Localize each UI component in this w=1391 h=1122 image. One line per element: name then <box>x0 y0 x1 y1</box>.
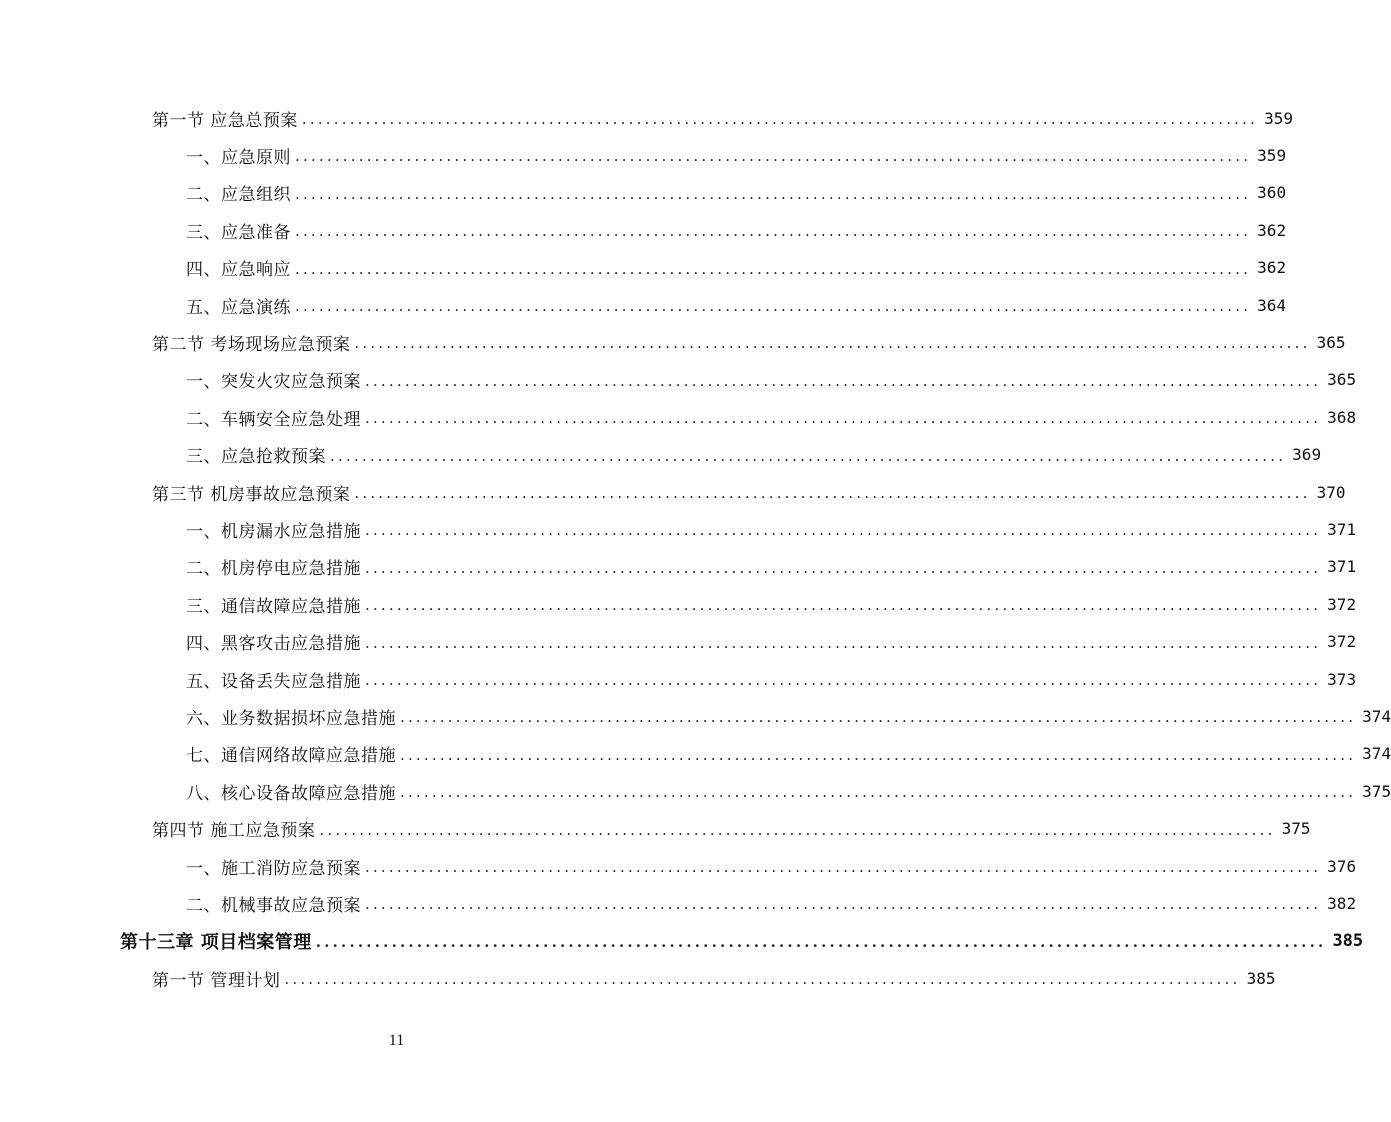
toc-entry-page: 375 <box>1362 781 1391 801</box>
toc-entry-label: 八、核心设备故障应急措施 <box>186 783 396 804</box>
toc-entry-item[interactable] <box>186 851 1357 881</box>
toc-leader-dots: ........................................................................................................................ <box>365 558 1322 577</box>
toc-entry-item[interactable] <box>186 215 1287 245</box>
toc-entry-label: 第一节 应急总预案 <box>152 110 298 131</box>
toc-entry-item[interactable] <box>186 440 1322 470</box>
toc-entry-page: 385 <box>1246 968 1276 988</box>
toc-entry-page: 360 <box>1257 183 1287 203</box>
toc-leader-dots: ........................................................................................................................ <box>365 633 1322 652</box>
toc-entry-item[interactable] <box>186 739 1391 769</box>
toc-leader-dots: ........................................................................................................................ <box>365 596 1322 615</box>
toc-entry-label: 四、黑客攻击应急措施 <box>186 634 361 655</box>
toc-leader-dots: ........................................................................................................................ <box>365 409 1322 428</box>
toc-leader-dots: ........................................................................................................................ <box>295 184 1252 203</box>
toc-entry-label: 五、设备丢失应急措施 <box>186 671 361 692</box>
toc-entry-item[interactable] <box>186 552 1357 582</box>
toc-entry-label: 一、施工消防应急预案 <box>186 858 361 879</box>
toc-entry-item[interactable] <box>186 888 1357 918</box>
toc-leader-dots: ........................................................................................................................ <box>295 297 1252 315</box>
toc-entry-page: 365 <box>1316 332 1346 352</box>
toc-leader-dots: ........................................................................................................................ <box>315 932 1327 951</box>
page-number: 11 <box>388 1032 405 1049</box>
toc-leader-dots: ........................................................................................................................ <box>301 110 1259 128</box>
toc-leader-dots: ........................................................................................................................ <box>400 745 1357 764</box>
toc-entry-page: 374 <box>1362 706 1391 726</box>
toc-entry-section[interactable] <box>152 963 1276 993</box>
toc-leader-dots: ........................................................................................................................ <box>365 371 1322 390</box>
toc-leader-dots: ........................................................................................................................ <box>295 259 1252 278</box>
toc-entry-page: 362 <box>1257 220 1287 240</box>
toc-entry-label: 六、业务数据损坏应急措施 <box>186 708 396 729</box>
toc-entry-section[interactable] <box>152 327 1346 357</box>
toc-entry-page: 371 <box>1327 519 1357 539</box>
toc-leader-dots: ........................................................................................................................ <box>354 484 1311 502</box>
toc-entry-item[interactable] <box>186 627 1357 657</box>
toc-entry-item[interactable] <box>186 253 1287 283</box>
toc-entry-section[interactable] <box>152 814 1311 844</box>
toc-leader-dots: ........................................................................................................................ <box>365 671 1322 689</box>
toc-entry-page: 369 <box>1292 445 1322 465</box>
toc-entry-label: 一、突发火灾应急预案 <box>186 372 361 393</box>
toc-entry-label: 一、应急原则 <box>186 147 291 168</box>
toc-entry-label: 二、机械事故应急预案 <box>186 895 361 916</box>
toc-entry-item[interactable] <box>186 776 1391 806</box>
toc-entry-item[interactable] <box>186 365 1357 395</box>
toc-entry-section[interactable] <box>152 477 1346 507</box>
toc-leader-dots: ........................................................................................................................ <box>295 147 1252 166</box>
toc-leader-dots: ........................................................................................................................ <box>284 970 1241 989</box>
toc-entry-label: 第二节 考场现场应急预案 <box>152 334 351 355</box>
toc-entry-item[interactable] <box>186 664 1357 694</box>
toc-entry-label: 一、机房漏水应急措施 <box>186 521 361 542</box>
toc-entry-label: 五、应急演练 <box>186 297 291 318</box>
toc-entry-label: 二、车辆安全应急处理 <box>186 409 361 430</box>
toc-entry-page: 362 <box>1257 258 1287 278</box>
toc-entry-page: 376 <box>1327 856 1357 876</box>
toc-leader-dots: ........................................................................................................................ <box>330 446 1287 465</box>
toc-entry-page: 385 <box>1332 930 1364 951</box>
toc-leader-dots: ........................................................................................................................ <box>365 895 1322 914</box>
toc-entry-page: 365 <box>1327 370 1357 390</box>
toc-leader-dots: ........................................................................................................................ <box>400 783 1357 802</box>
toc-entry-page: 372 <box>1327 594 1357 614</box>
toc-entry-page: 373 <box>1327 669 1357 689</box>
toc-entry-page: 371 <box>1327 557 1357 577</box>
toc-entry-label: 第十三章 项目档案管理 <box>120 931 312 953</box>
toc-leader-dots: ........................................................................................................................ <box>319 820 1276 839</box>
toc-entry-page: 372 <box>1327 632 1357 652</box>
toc-entry-item[interactable] <box>186 140 1287 170</box>
toc-leader-dots: ........................................................................................................................ <box>295 222 1252 241</box>
toc-leader-dots: ........................................................................................................................ <box>365 858 1322 876</box>
toc-entry-item[interactable] <box>186 402 1357 432</box>
toc-entry-page: 359 <box>1264 108 1293 128</box>
toc-entry-item[interactable] <box>186 290 1287 320</box>
toc-entry-page: 359 <box>1257 145 1287 165</box>
toc-entry-page: 375 <box>1281 819 1311 839</box>
toc-entry-page: 370 <box>1316 482 1346 502</box>
toc-entry-label: 七、通信网络故障应急措施 <box>186 746 396 767</box>
toc-entry-label: 四、应急响应 <box>186 260 291 281</box>
toc-leader-dots: ........................................................................................................................ <box>354 334 1311 353</box>
toc-entry-page: 368 <box>1327 407 1357 427</box>
toc-entry-label: 第一节 管理计划 <box>152 970 281 991</box>
toc-entry-chapter[interactable] <box>120 926 1364 956</box>
toc-entry-item[interactable] <box>186 514 1357 544</box>
toc-entry-label: 三、应急抢救预案 <box>186 447 326 468</box>
toc-entry-label: 三、应急准备 <box>186 222 291 243</box>
toc-entry-page: 374 <box>1362 744 1391 764</box>
toc-entry-section[interactable] <box>152 103 1293 133</box>
toc-entry-label: 第三节 机房事故应急预案 <box>152 484 351 505</box>
toc-entry-label: 二、应急组织 <box>186 185 291 206</box>
toc-entry-label: 二、机房停电应急措施 <box>186 559 361 580</box>
toc-entry-label: 第四节 施工应急预案 <box>152 821 316 842</box>
toc-entry-page: 364 <box>1257 295 1287 315</box>
toc-entry-item[interactable] <box>186 589 1357 619</box>
toc-entry-page: 382 <box>1327 893 1357 913</box>
toc-entry-item[interactable] <box>186 701 1391 731</box>
toc-leader-dots: ........................................................................................................................ <box>400 708 1357 727</box>
toc-entry-label: 三、通信故障应急措施 <box>186 596 361 617</box>
toc-leader-dots: ........................................................................................................................ <box>365 521 1322 540</box>
toc-entry-item[interactable] <box>186 178 1287 208</box>
